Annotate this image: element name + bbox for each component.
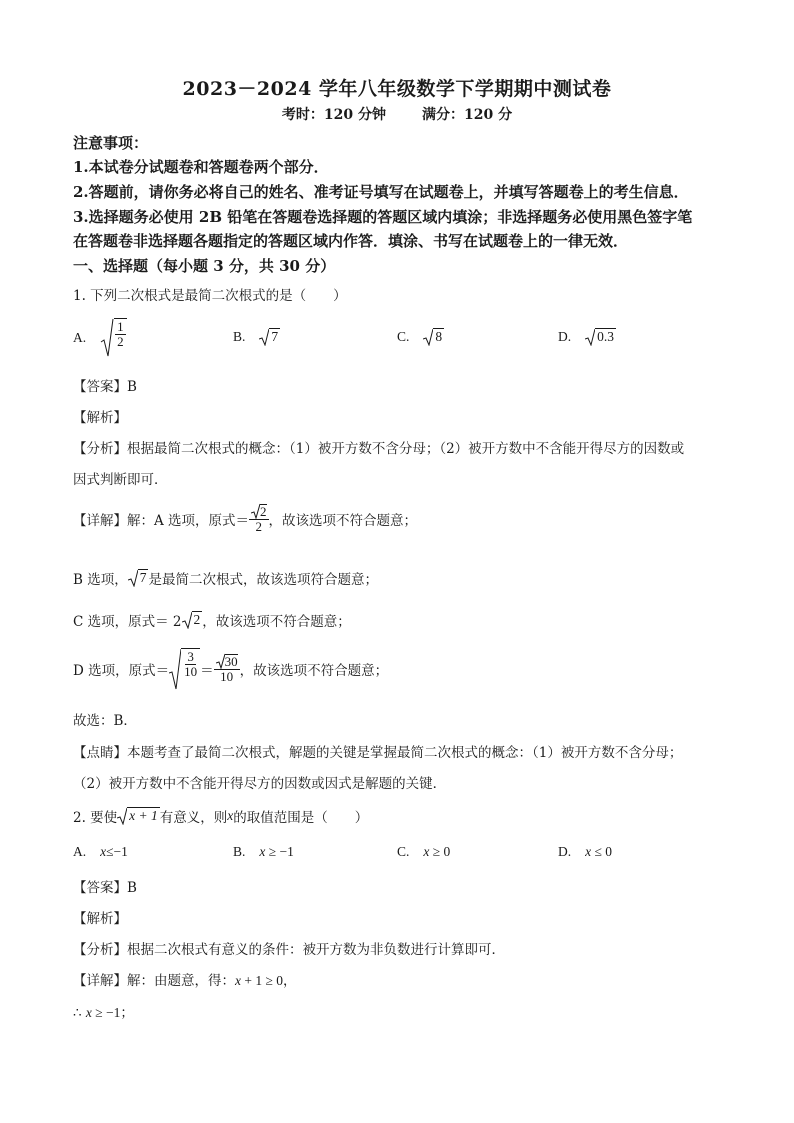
- sqrt-expression: [259, 328, 280, 346]
- q1-detail-d: [73, 648, 388, 690]
- q1-analysis: 【分析】根据最简二次根式的概念：（1）被开方数不含分母；（2）被开方数中不含能开得尽方的因数或: [73, 441, 685, 457]
- q2-jiexi: 【解析】: [73, 911, 127, 927]
- radicand: 30: [224, 654, 238, 670]
- q1-option-d: [558, 328, 616, 346]
- sqrt-expression: [117, 807, 160, 825]
- detail-text: C 选项，原式＝ 2: [73, 614, 182, 630]
- exam-info: [0, 104, 794, 124]
- notes-heading: 注意事项：: [73, 134, 149, 152]
- detail-text: ，故该选项不符合题意；: [239, 663, 389, 679]
- q2-option-c: [397, 844, 450, 860]
- q1-option-b: [233, 328, 280, 346]
- radical-sign-icon: [251, 503, 260, 519]
- detail-text: B 选项，: [73, 572, 128, 588]
- variable: x: [100, 844, 107, 859]
- stem-text: 的取值范围是（ ）: [233, 810, 369, 826]
- q1-option-a: [73, 318, 127, 358]
- radical-sign-icon: [117, 807, 127, 825]
- detail-text: D 选项，原式＝: [73, 663, 170, 679]
- relation: ≤−1: [106, 844, 128, 859]
- page-title: 2023－2024 学年八年级数学下学期期中测试卷: [182, 78, 612, 100]
- detail-text: 【详解】解：A 选项，原式＝: [73, 512, 250, 529]
- q1-stem: 1. 下列二次根式是最简二次根式的是（ ）: [73, 288, 347, 304]
- note-item-3: 3.选择题务必使用 2B 铅笔在答题卷选择题的答题区域内填涂；非选择题务必使用黑色签字笔: [73, 208, 693, 226]
- q1-comment: 【点睛】本题考查了最简二次根式，解题的关键是掌握最简二次根式的概念：（1）被开方数不含分母；: [73, 745, 683, 761]
- q2-option-a: [73, 844, 128, 860]
- option-label: A.: [73, 330, 87, 345]
- detail-text: ，故该选项不符合题意；: [202, 614, 351, 630]
- sqrt-expression: [182, 611, 203, 629]
- sqrt-fraction: [169, 648, 200, 690]
- q2-answer: 【答案】B: [73, 880, 137, 896]
- q2-option-d: [558, 844, 612, 860]
- detail-text: ，故该选项不符合题意；: [268, 512, 418, 529]
- stem-text: 2. 要使: [73, 810, 118, 826]
- q1-option-c: [397, 328, 444, 346]
- option-label: B.: [233, 844, 246, 859]
- sqrt-expression: [100, 318, 127, 358]
- radicand: 7: [271, 329, 279, 344]
- q1-answer: 【答案】B: [73, 379, 137, 395]
- fraction: [114, 318, 127, 358]
- option-label: D.: [558, 329, 572, 344]
- detail-text: 是最简二次根式，故该选项符合题意；: [148, 572, 378, 588]
- sqrt-expression: [585, 328, 616, 346]
- radical-sign-icon: [585, 328, 595, 346]
- radical-sign-icon: [216, 653, 225, 669]
- q1-analysis-cont: 因式判断即可．: [73, 472, 168, 488]
- variable: x: [235, 973, 241, 988]
- q1-detail-c: [73, 610, 351, 630]
- detail-text: 【详解】解：由题意，得：: [73, 973, 235, 989]
- sqrt-expression: [128, 569, 149, 587]
- variable: x: [585, 844, 592, 859]
- fraction-numerator: [214, 653, 240, 670]
- fraction-denominator: 10: [220, 669, 234, 685]
- radicand: 0.3: [597, 329, 614, 344]
- fraction-denominator: 2: [117, 334, 124, 350]
- radical-sign-icon: [100, 318, 114, 358]
- section-heading: 一、选择题（每小题 3 分，共 30 分）: [73, 257, 336, 275]
- detail-text: ，: [283, 973, 297, 989]
- relation: ≤ 0: [591, 844, 613, 859]
- q1-jiexi: 【解析】: [73, 410, 127, 426]
- q1-comment-cont: （2）被开方数中不含能开得尽方的因数或因式是解题的关键．: [73, 776, 447, 792]
- note-item-3-cont: 在答题卷非选择题各题指定的答题区域内作答．填涂、书写在试题卷上的一律无效．: [73, 232, 629, 250]
- variable: x: [85, 1005, 92, 1020]
- option-label: D.: [558, 844, 572, 859]
- q2-stem: [73, 806, 368, 826]
- variable: x: [259, 844, 266, 859]
- inequality: + 1 ≥ 0: [241, 973, 284, 988]
- sqrt-expression: [423, 328, 444, 346]
- radical-sign-icon: [423, 328, 433, 346]
- exam-time: 考时：120 分钟: [281, 107, 386, 123]
- radicand: 8: [435, 329, 443, 344]
- q1-choose: 故选：B．: [73, 713, 137, 729]
- detail-text: ；: [120, 1005, 134, 1021]
- option-label: B.: [233, 329, 246, 344]
- q2-option-b: [233, 844, 294, 860]
- radicand: 2: [193, 612, 201, 627]
- note-item-2: 2.答题前，请你务必将自己的姓名、准考证号填写在试题卷上，并填写答题卷上的考生信息．: [73, 183, 689, 201]
- radicand: 2: [260, 503, 267, 519]
- radicand: x + 1: [129, 808, 158, 823]
- q2-analysis: 【分析】根据二次根式有意义的条件：被开方数为非负数进行计算即可．: [73, 942, 505, 958]
- fraction-numerator: [249, 503, 269, 520]
- option-label: C.: [397, 844, 410, 859]
- q1-detail-a: [73, 503, 417, 534]
- radicand: 7: [139, 570, 147, 585]
- q2-conclusion: [73, 1001, 134, 1021]
- fraction-denominator: 2: [255, 519, 263, 534]
- fraction: [214, 653, 240, 684]
- therefore-symbol: ∴: [73, 1005, 86, 1021]
- inequality: ≥ −1: [91, 1005, 121, 1020]
- q2-detail: [73, 969, 297, 989]
- fraction: [249, 503, 269, 534]
- fraction-numerator: 1: [117, 319, 124, 334]
- option-label: A.: [73, 844, 87, 859]
- exam-score: 满分：120 分: [422, 107, 513, 123]
- fraction: [181, 648, 200, 690]
- variable: x: [423, 844, 430, 859]
- radical-sign-icon: [169, 648, 181, 690]
- radical-sign-icon: [259, 328, 269, 346]
- note-item-1: 1.本试卷分试题卷和答题卷两个部分．: [73, 158, 329, 176]
- q1-detail-b: [73, 568, 378, 588]
- relation: ≥ 0: [429, 844, 451, 859]
- radical-sign-icon: [128, 569, 138, 587]
- stem-text: 有意义，则: [159, 810, 228, 826]
- fraction-denominator: 10: [184, 664, 198, 680]
- fraction-numerator: 3: [187, 649, 194, 664]
- variable: x: [227, 808, 234, 823]
- relation: ≥ −1: [265, 844, 294, 859]
- equals-sign: ＝: [200, 663, 214, 679]
- radical-sign-icon: [182, 611, 192, 629]
- option-label: C.: [397, 329, 410, 344]
